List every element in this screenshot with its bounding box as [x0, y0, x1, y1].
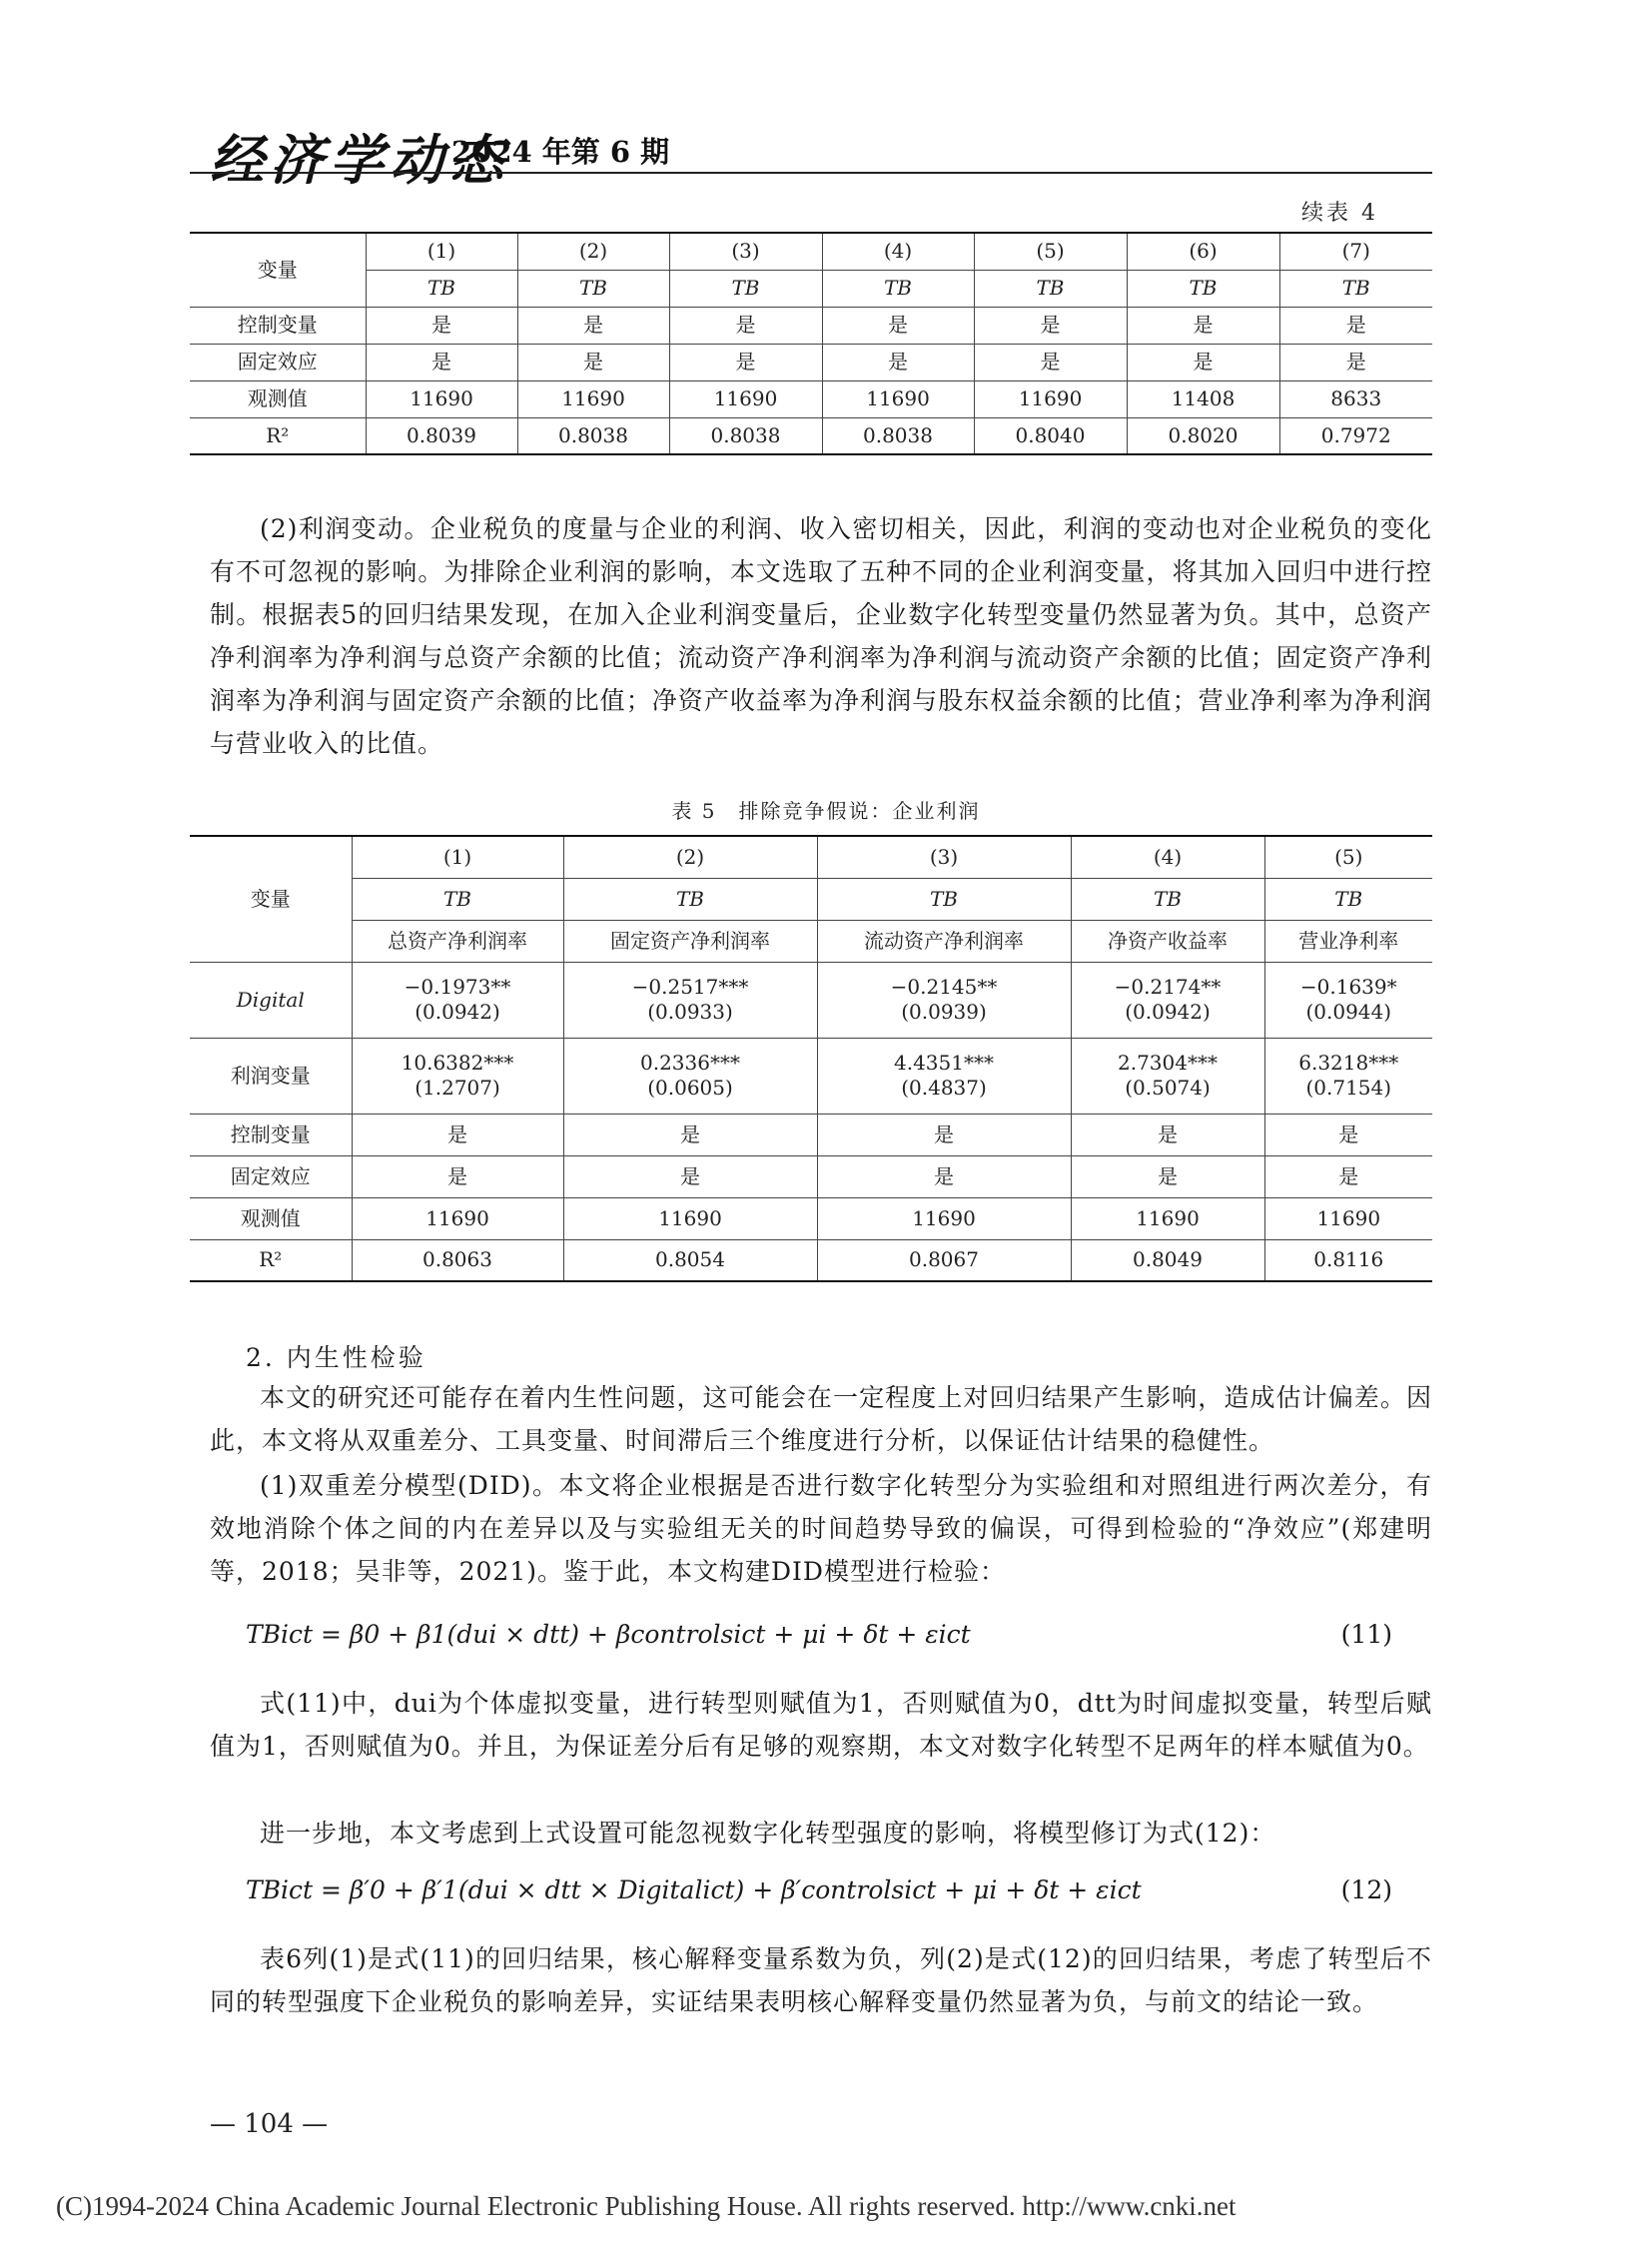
row-label: 控制变量 — [190, 307, 366, 344]
table4-col-7: (7) — [1279, 233, 1432, 270]
section-heading-endogeneity: 2. 内生性检验 — [246, 1343, 426, 1372]
paragraph-eq12-intro: 进一步地，本文考虑到上式设置可能忽视数字化转型强度的影响，将模型修订为式(12)： — [260, 1819, 1276, 1848]
table-cell: 11690 — [517, 380, 669, 417]
std-error: (0.0942) — [414, 1000, 500, 1024]
table-cell: 是 — [817, 1155, 1071, 1197]
std-error: (0.5074) — [1125, 1076, 1211, 1100]
equation-12-number: (12) — [1340, 1875, 1392, 1904]
table5-caption: 表 5 排除竞争假说：企业利润 — [671, 799, 981, 823]
table-cell: 是 — [366, 344, 517, 380]
table-cell: 11690 — [817, 1197, 1071, 1239]
table-cell: 11408 — [1127, 380, 1279, 417]
row-label: R² — [190, 417, 366, 454]
equation-12: TBict = β′0 + β′1(dui × dtt × Digitalict) + β′controlsict + μi + δt + εict — [246, 1875, 1142, 1904]
table4-dep-7: TB — [1279, 270, 1432, 307]
table-cell: 是 — [1071, 1155, 1264, 1197]
table5-row-profit — [190, 1038, 1432, 1114]
copyright-notice: (C)1994-2024 China Academic Journal Electronic Publishing House. All rights reserved. http://www.cnki.net — [56, 2191, 1237, 2221]
table4-dep-2: TB — [517, 270, 669, 307]
table-cell: 是 — [822, 307, 974, 344]
table-cell: 是 — [352, 1114, 563, 1155]
table4-row-controls — [190, 307, 1432, 344]
table-cell — [1264, 962, 1432, 1038]
table-cell: 是 — [1071, 1114, 1264, 1155]
table5-row-r2 — [190, 1239, 1432, 1281]
table-cell: 0.8040 — [974, 417, 1127, 454]
issue-number: 2024 年第 6 期 — [451, 135, 670, 169]
table-cell — [817, 1038, 1071, 1114]
std-error: (0.0944) — [1305, 1000, 1392, 1024]
row-label: 控制变量 — [190, 1114, 352, 1155]
table5-profit-name-1: 总资产净利润率 — [352, 920, 563, 962]
table-cell — [352, 962, 563, 1038]
equation-11-number: (11) — [1340, 1620, 1392, 1649]
row-label: Digital — [190, 962, 352, 1038]
coef: −0.2174** — [1114, 975, 1222, 999]
table5-row-observations — [190, 1197, 1432, 1239]
coef: 4.4351*** — [894, 1051, 994, 1075]
table-cell: 是 — [366, 307, 517, 344]
table-cell: 0.8063 — [352, 1239, 563, 1281]
table-cell: 是 — [517, 344, 669, 380]
table5-profit-name-3: 流动资产净利润率 — [817, 920, 1071, 962]
table-cell: 0.8020 — [1127, 417, 1279, 454]
table-cell: 0.8116 — [1264, 1239, 1432, 1281]
table5 — [190, 835, 1432, 1282]
table4-dep-4: TB — [822, 270, 974, 307]
table-cell: 是 — [1127, 307, 1279, 344]
table5-dep-5: TB — [1264, 878, 1432, 920]
table4-col-3: (3) — [669, 233, 822, 270]
table-cell: 0.7972 — [1279, 417, 1432, 454]
table4-row-r2 — [190, 417, 1432, 454]
table4-dep-3: TB — [669, 270, 822, 307]
table-cell: 0.8039 — [366, 417, 517, 454]
table4-col-2: (2) — [517, 233, 669, 270]
std-error: (0.4837) — [901, 1076, 987, 1100]
table5-dep-3: TB — [817, 878, 1071, 920]
coef: −0.2517*** — [631, 975, 749, 999]
table4-col-4: (4) — [822, 233, 974, 270]
table-cell: 是 — [1279, 344, 1432, 380]
table4-continued — [190, 232, 1432, 455]
table-cell: 是 — [974, 307, 1127, 344]
coef: −0.1639* — [1299, 975, 1397, 999]
table5-row-controls — [190, 1114, 1432, 1155]
table5-col-2: (2) — [563, 836, 817, 878]
table-cell: 是 — [669, 307, 822, 344]
table4-head-variable: 变量 — [190, 233, 366, 307]
std-error: (0.7154) — [1305, 1076, 1392, 1100]
table5-col-5: (5) — [1264, 836, 1432, 878]
table-cell — [817, 962, 1071, 1038]
table5-profit-name-2: 固定资产净利润率 — [563, 920, 817, 962]
table5-col-4: (4) — [1071, 836, 1264, 878]
table5-dep-1: TB — [352, 878, 563, 920]
paragraph-did: (1)双重差分模型(DID)。本文将企业根据是否进行数字化转型分为实验组和对照组进行两次差分，有效地消除个体之间的内在差异以及与实验组无关的时间趋势导致的偏误，可得到检验的“净效应”(郑建明等，2018；吴非等，2021)。鉴于此，本文构建DID模型进行检验： — [210, 1471, 1432, 1586]
table4-col-6: (6) — [1127, 233, 1279, 270]
coef: −0.2145** — [890, 975, 998, 999]
table-cell: 8633 — [1279, 380, 1432, 417]
table-cell: 0.8054 — [563, 1239, 817, 1281]
table-cell: 是 — [352, 1155, 563, 1197]
table-cell: 11690 — [822, 380, 974, 417]
table-cell — [1264, 1038, 1432, 1114]
table5-profit-name-4: 净资产收益率 — [1071, 920, 1264, 962]
table5-dep-4: TB — [1071, 878, 1264, 920]
table4-dep-1: TB — [366, 270, 517, 307]
table-cell: 0.8038 — [822, 417, 974, 454]
table-cell: 是 — [563, 1114, 817, 1155]
table5-col-3: (3) — [817, 836, 1071, 878]
table-cell: 0.8038 — [517, 417, 669, 454]
table-cell: 11690 — [1264, 1197, 1432, 1239]
table-cell: 是 — [1127, 344, 1279, 380]
table-cell — [352, 1038, 563, 1114]
header-rule — [190, 172, 1432, 174]
table4-row-fixed-effects — [190, 344, 1432, 380]
table-cell: 是 — [974, 344, 1127, 380]
table-cell: 0.8038 — [669, 417, 822, 454]
std-error: (0.0942) — [1125, 1000, 1211, 1024]
std-error: (1.2707) — [414, 1076, 500, 1100]
table4-continued-label: 续表 4 — [1301, 201, 1378, 226]
table-cell: 是 — [669, 344, 822, 380]
std-error: (0.0933) — [647, 1000, 733, 1024]
row-label: 固定效应 — [190, 344, 366, 380]
table-cell — [563, 962, 817, 1038]
table4-dep-5: TB — [974, 270, 1127, 307]
journal-logo: 经济学动态 — [210, 128, 509, 192]
table-cell: 是 — [563, 1155, 817, 1197]
row-label: 观测值 — [190, 1197, 352, 1239]
table-cell: 11690 — [669, 380, 822, 417]
table-cell — [563, 1038, 817, 1114]
table4-row-observations — [190, 380, 1432, 417]
table-cell: 是 — [517, 307, 669, 344]
row-label: R² — [190, 1239, 352, 1281]
table5-row-digital — [190, 962, 1432, 1038]
paragraph-eq11-explain: 式(11)中，dui为个体虚拟变量，进行转型则赋值为1，否则赋值为0，dtt为时间虚拟变量，转型后赋值为1，否则赋值为0。并且，为保证差分后有足够的观察期，本文对数字化转型不足两年的样本赋值为0。 — [210, 1689, 1432, 1761]
table-cell: 是 — [1264, 1155, 1432, 1197]
paragraph-endogeneity-intro: 本文的研究还可能存在着内生性问题，这可能会在一定程度上对回归结果产生影响，造成估计偏差。因此，本文将从双重差分、工具变量、时间滞后三个维度进行分析，以保证估计结果的稳健性。 — [210, 1383, 1432, 1455]
coef: 0.2336*** — [640, 1051, 740, 1075]
table-cell: 11690 — [352, 1197, 563, 1239]
table-cell: 11690 — [563, 1197, 817, 1239]
table5-dep-2: TB — [563, 878, 817, 920]
table5-profit-name-5: 营业净利率 — [1264, 920, 1432, 962]
table-cell: 11690 — [974, 380, 1127, 417]
std-error: (0.0939) — [901, 1000, 987, 1024]
std-error: (0.0605) — [647, 1076, 733, 1100]
coef: −0.1973** — [404, 975, 511, 999]
table5-head-variable: 变量 — [190, 836, 352, 962]
table-cell — [1071, 962, 1264, 1038]
table4-col-5: (5) — [974, 233, 1127, 270]
table4-dep-6: TB — [1127, 270, 1279, 307]
table-cell: 是 — [1279, 307, 1432, 344]
table-cell: 0.8067 — [817, 1239, 1071, 1281]
coef: 6.3218*** — [1298, 1051, 1399, 1075]
row-label: 利润变量 — [190, 1038, 352, 1114]
paragraph-table6-results: 表6列(1)是式(11)的回归结果，核心解释变量系数为负，列(2)是式(12)的回归结果，考虑了转型后不同的转型强度下企业税负的影响差异，实证结果表明核心解释变量仍然显著为负，与前文的结论一致。 — [210, 1944, 1432, 2016]
table-cell: 11690 — [1071, 1197, 1264, 1239]
table-cell: 0.8049 — [1071, 1239, 1264, 1281]
table-cell: 是 — [817, 1114, 1071, 1155]
page-number: — 104 — — [210, 2109, 329, 2139]
paragraph-profit-change: (2)利润变动。企业税负的度量与企业的利润、收入密切相关，因此，利润的变动也对企业税负的变化有不可忽视的影响。为排除企业利润的影响，本文选取了五种不同的企业利润变量，将其加入回归中进行控制。根据表5的回归结果发现，在加入企业利润变量后，企业数字化转型变量仍然显著为负。其中，总资产净利润率为净利润与总资产余额的比值；流动资产净利润率为净利润与流动资产余额的比值；固定资产净利润率为净利润与固定资产余额的比值；净资产收益率为净利润与股东权益余额的比值；营业净利率为净利润与营业收入的比值。 — [210, 514, 1432, 758]
table5-col-1: (1) — [352, 836, 563, 878]
table-cell: 11690 — [366, 380, 517, 417]
table5-row-fixed-effects — [190, 1155, 1432, 1197]
coef: 2.7304*** — [1118, 1051, 1218, 1075]
table-cell: 是 — [1264, 1114, 1432, 1155]
row-label: 固定效应 — [190, 1155, 352, 1197]
table-cell: 是 — [822, 344, 974, 380]
row-label: 观测值 — [190, 380, 366, 417]
table4-col-1: (1) — [366, 233, 517, 270]
coef: 10.6382*** — [401, 1051, 514, 1075]
table-cell — [1071, 1038, 1264, 1114]
equation-11: TBict = β0 + β1(dui × dtt) + βcontrolsict + μi + δt + εict — [246, 1620, 971, 1649]
